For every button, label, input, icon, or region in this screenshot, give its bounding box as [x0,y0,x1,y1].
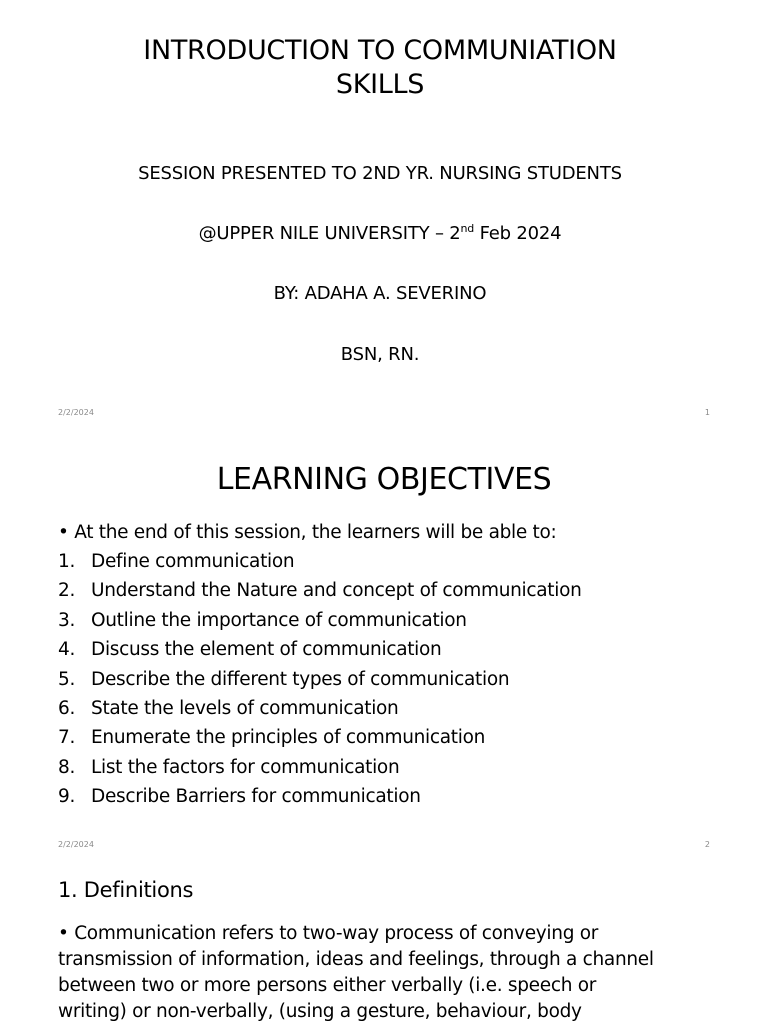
slide-2-footer-date: 2/2/2024 [58,840,94,849]
objective-item [58,610,582,639]
objective-number: 8. [58,756,76,778]
objective-item [58,639,582,668]
slide-3-title: 1. Definitions [58,878,194,902]
objective-number: 2. [58,580,76,602]
definition-line: • Communication refers to two-way process of conveying or [58,923,599,944]
objective-number: 7. [58,727,76,749]
objective-number: 4. [58,639,76,661]
objective-text: State the levels of communication [91,697,399,719]
objective-number: 9. [58,786,76,808]
definition-paragraph [58,921,718,1024]
objective-text: Describe Barriers for communication [91,786,421,808]
slide-1-page-number: 1 [704,408,710,417]
ordinal-suffix: nd [460,222,475,235]
slide-1-footer-date: 2/2/2024 [58,408,94,417]
objectives-list [58,551,582,816]
objective-text: List the factors for communication [91,756,400,778]
slide-1 [0,0,768,432]
month-year-text: Feb 2024 [474,223,562,244]
objective-text: Define communication [91,551,295,572]
credentials-line: BSN, RN. [340,344,420,365]
objective-item [58,580,582,609]
objective-number: 1. [58,551,76,572]
university-date-line [0,223,760,244]
definition-line: between two or more persons either verbally (i.e. speech or [58,975,597,996]
objectives-intro: • At the end of this session, the learners will be able to: [58,522,557,543]
slide-1-title-line-2: SKILLS [335,69,425,100]
objective-number: 3. [58,609,76,631]
presenter-line: BY: ADAHA A. SEVERINO [273,283,487,304]
slide-2-page-number: 2 [704,840,710,849]
objective-number: 5. [58,668,76,690]
objective-item [58,551,582,580]
objective-number: 6. [58,697,76,719]
slide-2 [0,432,768,864]
session-line: SESSION PRESENTED TO 2ND YR. NURSING STUDENTS [138,163,622,184]
objective-item [58,757,582,786]
definition-line: writing) or non-verbally, (using a gesture, behaviour, body [58,1001,582,1022]
definition-line: transmission of information, ideas and feelings, through a channel [58,949,654,970]
slide-2-title: LEARNING OBJECTIVES [216,462,552,497]
objective-item [58,698,582,727]
objective-text: Understand the Nature and concept of communication [91,580,582,602]
slide-1-title [30,34,730,102]
objective-text: Describe the different types of communication [91,668,510,690]
objective-item [58,786,582,815]
university-text: @UPPER NILE UNIVERSITY – 2 [198,223,461,244]
slide-1-title-line-1: INTRODUCTION TO COMMUNIATION [143,35,617,66]
objective-text: Outline the importance of communication [91,609,467,631]
slide-3 [0,864,768,1024]
objective-item [58,669,582,698]
objective-text: Discuss the element of communication [91,639,442,661]
objective-item [58,727,582,756]
objective-text: Enumerate the principles of communication [91,727,486,749]
